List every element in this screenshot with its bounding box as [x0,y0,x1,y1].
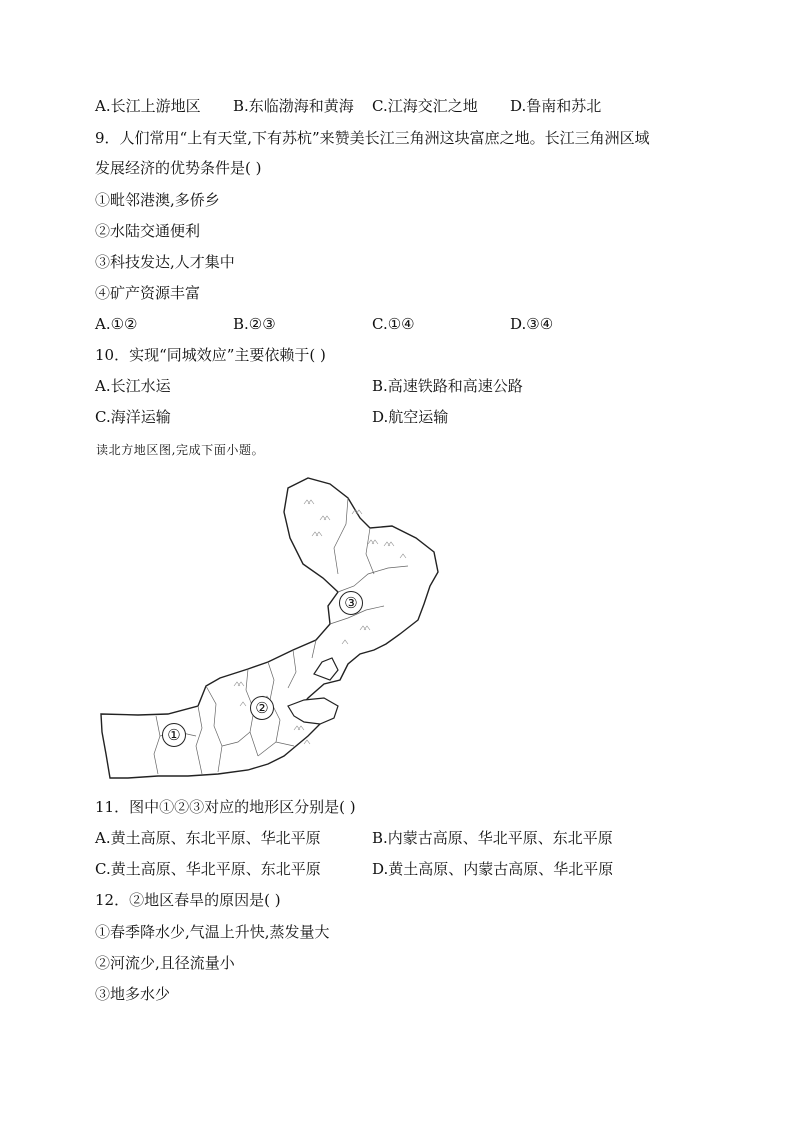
q11-option-d: D.黄土高原、内蒙古高原、华北平原 [372,860,614,878]
q11-option-c: C.黄土高原、华北平原、东北平原 [95,860,321,878]
q9-item-3: ③科技发达,人才集中 [95,253,235,271]
q10-option-c: C.海洋运输 [95,408,171,426]
map-svg [98,474,448,786]
q10-stem: 10．实现“同城效应”主要依赖于( ) [95,346,326,364]
q8-option-a: A.长江上游地区 [95,97,201,115]
q9-item-4: ④矿产资源丰富 [95,284,201,302]
region-outline [101,478,438,778]
q11-stem: 11．图中①②③对应的地形区分别是( ) [95,798,356,816]
q10-option-a: A.长江水运 [95,377,171,395]
q9-stem-line1: 9．人们常用“上有天堂,下有苏杭”来赞美长江三角洲这块富庶之地。长江三角洲区域 [95,129,650,147]
q9-option-c: C.①④ [372,315,415,333]
q9-option-d: D.③④ [510,315,554,333]
q10-option-b: B.高速铁路和高速公路 [372,377,523,395]
q11-option-a: A.黄土高原、东北平原、华北平原 [95,829,321,847]
q12-stem: 12．②地区春旱的原因是( ) [95,891,281,909]
q8-option-b: B.东临渤海和黄海 [233,97,354,115]
region-label-3: ③ [339,591,363,615]
q12-item-2: ②河流少,且径流量小 [95,954,235,972]
region-label-1: ① [162,723,186,747]
q9-option-b: B.②③ [233,315,276,333]
q8-option-c: C.江海交汇之地 [372,97,478,115]
q12-item-1: ①春季降水少,气温上升快,蒸发量大 [95,923,330,941]
q9-item-2: ②水陆交通便利 [95,222,201,240]
q9-option-a: A.①② [95,315,138,333]
q8-option-d: D.鲁南和苏北 [510,97,602,115]
q9-item-1: ①毗邻港澳,多侨乡 [95,191,220,209]
q10-option-d: D.航空运输 [372,408,449,426]
north-region-map [98,474,448,786]
region-label-2: ② [250,696,274,720]
q12-item-3: ③地多水少 [95,985,171,1003]
q11-option-b: B.内蒙古高原、华北平原、东北平原 [372,829,613,847]
map-intro: 读北方地区图,完成下面小题。 [96,443,265,457]
q9-stem-line2: 发展经济的优势条件是( ) [95,159,262,177]
